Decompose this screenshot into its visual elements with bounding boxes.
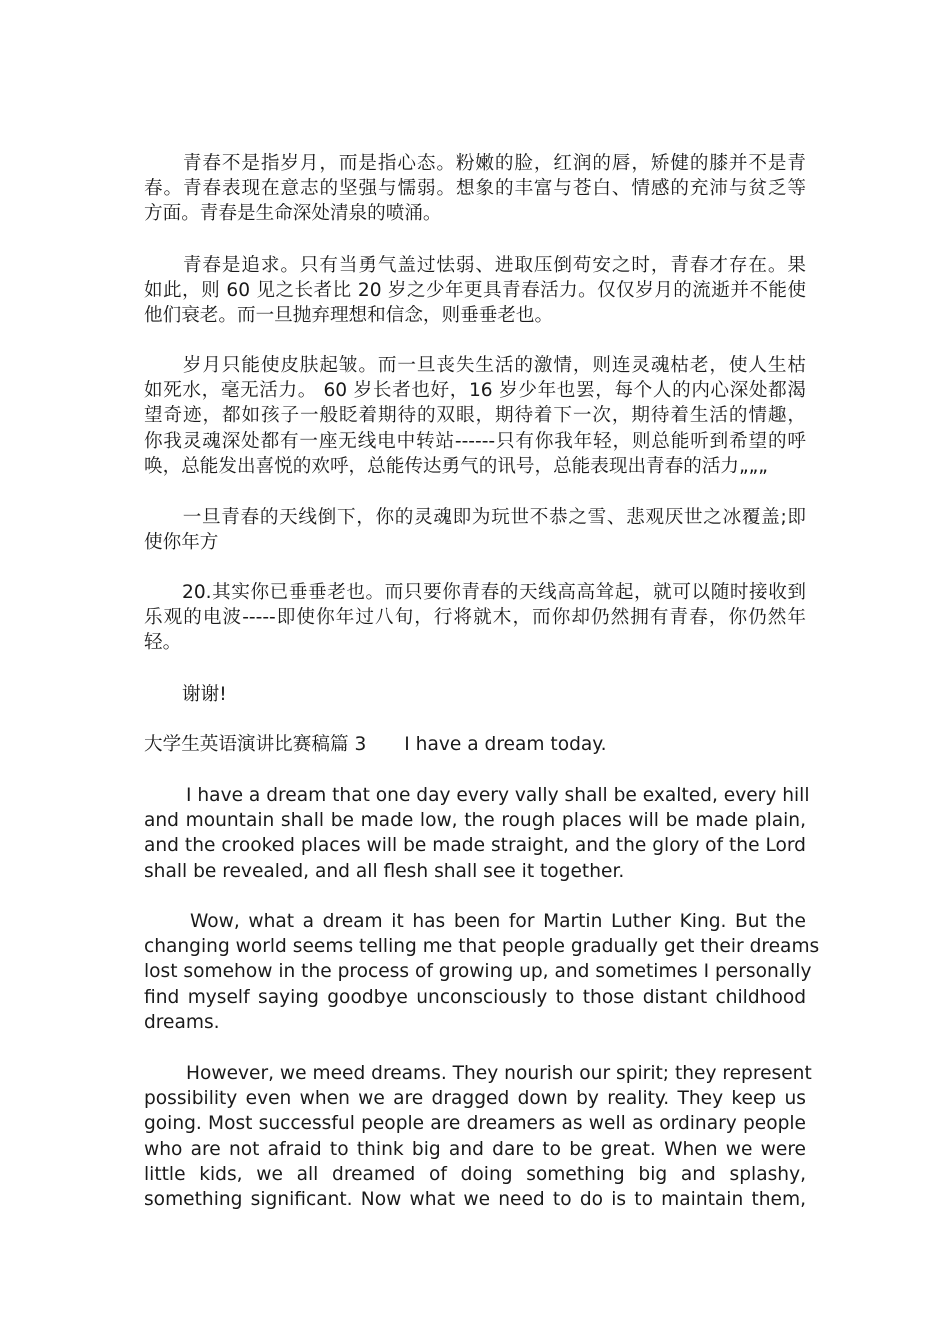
text-line: 岁月只能使皮肤起皱。而一旦丧失生活的激情，则连灵魂枯老，使人生枯: [182, 355, 806, 376]
text-line: changing world seems telling me that people gradually get their dreams: [144, 936, 820, 958]
text-line: going. Most successful people are dreamers as well as ordinary people: [144, 1113, 806, 1135]
text-line: 唤，总能发出喜悦的欢呼，总能传达勇气的讯号，总能表现出青春的活力„„„: [144, 455, 768, 477]
text-line: 青春是追求。只有当勇气盖过怯弱、进取压倒苟安之时，青春才存在。果: [182, 255, 806, 276]
paragraph-antenna-down: [144, 505, 806, 555]
paragraph-english-dream: [144, 783, 810, 884]
text-line: Wow, what a dream it has been for Martin Luther King. But the: [190, 911, 806, 932]
text-line: little kids, we all dreamed of doing something big and splashy,: [144, 1163, 806, 1185]
text-line: 他们衰老。而一旦抛弃理想和信念，则垂垂老也。: [144, 305, 554, 327]
text-line: find myself saying goodbye unconsciously to those distant childhood: [144, 986, 806, 1008]
paragraph-youth-state-of-mind: [144, 151, 806, 227]
text-line: lost somehow in the process of growing up, and sometimes I personally: [144, 961, 812, 983]
text-line: 轻。: [144, 632, 182, 654]
text-line: However, we meed dreams. They nourish our spirit; they represent: [186, 1063, 812, 1084]
text-line: and mountain shall be made low, the rough places will be made plain,: [144, 810, 806, 832]
text-line: and the crooked places will be made straight, and the glory of the Lord: [144, 835, 806, 857]
text-line: dreams.: [144, 1011, 220, 1033]
text-line: 春。青春表现在意志的坚强与懦弱。想象的丰富与苍白、情感的充沛与贫乏等: [144, 178, 806, 200]
section-heading: [144, 732, 607, 757]
text-line: 如死水，毫无活力。 60 岁长者也好，16 岁少年也罢，每个人的内心深处都渴: [144, 380, 806, 402]
section-title: 大学生英语演讲比赛稿篇 3: [144, 734, 367, 755]
section-subtitle: I have a dream today.: [404, 734, 607, 755]
text-line: possibility even when we are dragged down by reality. They keep us: [144, 1088, 806, 1110]
paragraph-english-need-dreams: [144, 1061, 812, 1212]
paragraph-wrinkles: [144, 353, 806, 479]
text-line: 乐观的电波-----即使你年过八旬，行将就木，而你却仍然拥有青春，你仍然年: [144, 607, 806, 629]
text-line: 你我灵魂深处都有一座无线电中转站------只有你我年轻，则总能听到希望的呼: [144, 430, 806, 452]
paragraph-thanks: [144, 682, 806, 707]
text-line: I have a dream that one day every vally shall be exalted, every hill: [186, 785, 810, 806]
text-line: 使你年方: [144, 532, 219, 554]
text-line: 望奇迹，都如孩子一般眨着期待的双眼，期待着下一次，期待着生活的情趣，: [144, 405, 806, 427]
text-line: something significant. Now what we need to do is to maintain them,: [144, 1189, 806, 1211]
text-line: 如此，则 60 见之长者比 20 岁之少年更具青春活力。仅仅岁月的流逝并不能使: [144, 280, 806, 302]
text-line: 20.其实你已垂垂老也。而只要你青春的天线高高耸起，就可以随时接收到: [182, 582, 806, 603]
text-line: 青春不是指岁月，而是指心态。粉嫩的脸，红润的唇，矫健的膝并不是青: [182, 153, 806, 174]
text-line: 方面。青春是生命深处清泉的喷涌。: [144, 203, 442, 225]
text-line: 一旦青春的天线倒下，你的灵魂即为玩世不恭之雪、悲观厌世之冰覆盖;即: [182, 507, 806, 528]
text-line: 谢谢!: [182, 684, 227, 705]
text-line: shall be revealed, and all flesh shall see it together.: [144, 860, 625, 882]
paragraph-english-mlk: [144, 909, 820, 1035]
text-line: who are not afraid to think big and dare to be great. When we were: [144, 1138, 806, 1160]
paragraph-antenna-up: [144, 580, 806, 656]
paragraph-youth-pursuit: [144, 253, 806, 329]
